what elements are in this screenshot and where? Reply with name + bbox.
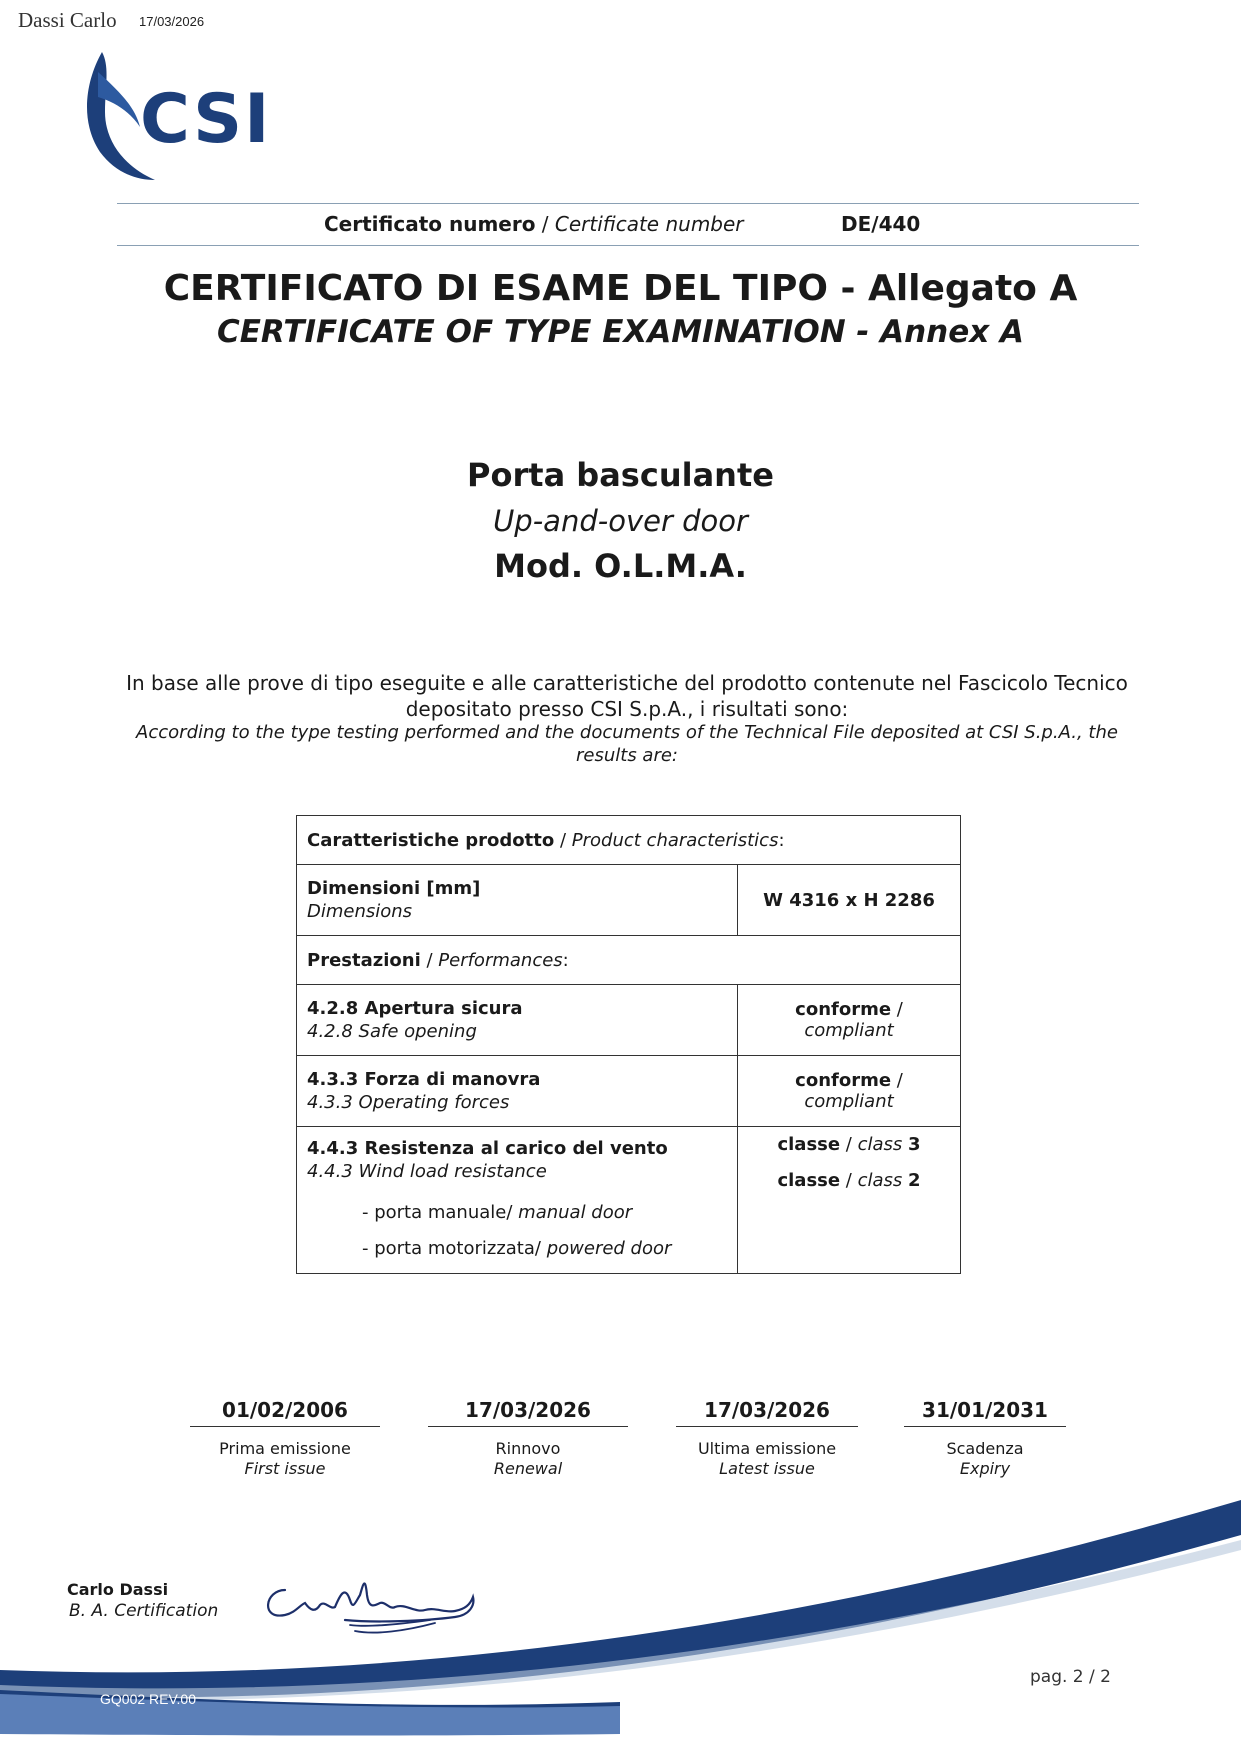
header-date: 17/03/2026 bbox=[139, 14, 205, 29]
characteristics-header: Caratteristiche prodotto / Product characteristics: bbox=[297, 816, 961, 865]
form-code: GQ002 REV.00 bbox=[100, 1691, 196, 1707]
operating-forces-value: conforme / compliant bbox=[738, 1056, 961, 1127]
signer-name: Dassi Carlo bbox=[18, 8, 117, 32]
csi-logo bbox=[80, 52, 295, 182]
wind-load-values bbox=[738, 1127, 961, 1274]
title-english: CERTIFICATE OF TYPE EXAMINATION - Annex A bbox=[216, 314, 1025, 350]
renewal: 17/03/2026 Rinnovo Renewal bbox=[428, 1398, 628, 1479]
signatory-role: B. A. Certification bbox=[69, 1601, 219, 1621]
safe-opening-label: 4.2.8 Apertura sicura 4.2.8 Safe opening bbox=[297, 985, 738, 1056]
powered-door-class: classe / class 2 bbox=[777, 1170, 921, 1191]
dates-section bbox=[0, 1398, 1241, 1478]
characteristics-table bbox=[296, 815, 961, 1274]
svg-text:CSI: CSI bbox=[140, 80, 272, 159]
product-name: Porta basculante bbox=[467, 456, 774, 494]
signatory-name: Carlo Dassi bbox=[67, 1580, 169, 1599]
powered-door-label: - porta motorizzata/ powered door bbox=[362, 1238, 672, 1259]
operating-forces-label: 4.3.3 Forza di manovra 4.3.3 Operating forces bbox=[297, 1056, 738, 1127]
performances-header: Prestazioni / Performances: bbox=[297, 936, 961, 985]
table-row bbox=[297, 1056, 961, 1127]
manual-door-label: - porta manuale/ manual door bbox=[362, 1202, 633, 1223]
intro-italian: In base alle prove di tipo eseguite e alle caratteristiche del prodotto contenute nel Fascicolo Tecnico depositato presso CSI S.p.A., i risultati sono: bbox=[126, 671, 1128, 721]
handwritten-signature bbox=[255, 1565, 505, 1640]
expiry: 31/01/2031 Scadenza Expiry bbox=[904, 1398, 1066, 1479]
first-issue: 01/02/2006 Prima emissione First issue bbox=[190, 1398, 380, 1479]
table-row bbox=[297, 985, 961, 1056]
certificate-number-label: Certificato numero / Certificate number bbox=[324, 212, 744, 236]
certificate-number-row bbox=[117, 212, 1139, 242]
latest-issue: 17/03/2026 Ultima emissione Latest issue bbox=[676, 1398, 858, 1479]
top-rule bbox=[117, 203, 1139, 204]
table-row bbox=[297, 936, 961, 985]
title-italian: CERTIFICATO DI ESAME DEL TIPO - Allegato A bbox=[163, 268, 1078, 309]
bottom-rule bbox=[117, 245, 1139, 246]
safe-opening-value: conforme / compliant bbox=[738, 985, 961, 1056]
table-row bbox=[297, 816, 961, 865]
dimensions-label: Dimensioni [mm] Dimensions bbox=[297, 865, 738, 936]
page-number: pag. 2 / 2 bbox=[1030, 1667, 1111, 1687]
table-row bbox=[297, 865, 961, 936]
wind-load-label: 4.4.3 Resistenza al carico del vento 4.4.3 Wind load resistance - porta manuale/ manual door - porta motorizzata/ powered door bbox=[297, 1127, 738, 1274]
manual-door-class: classe / class 3 bbox=[777, 1134, 921, 1155]
intro-english: According to the type testing performed and the documents of the Technical File deposited at CSI S.p.A., the results are: bbox=[136, 722, 1118, 766]
certificate-number-value: DE/440 bbox=[841, 212, 921, 236]
dimensions-value: W 4316 x H 2286 bbox=[738, 865, 961, 936]
product-name-english: Up-and-over door bbox=[493, 504, 748, 538]
product-model: Mod. O.L.M.A. bbox=[494, 547, 747, 585]
table-row bbox=[297, 1127, 961, 1274]
